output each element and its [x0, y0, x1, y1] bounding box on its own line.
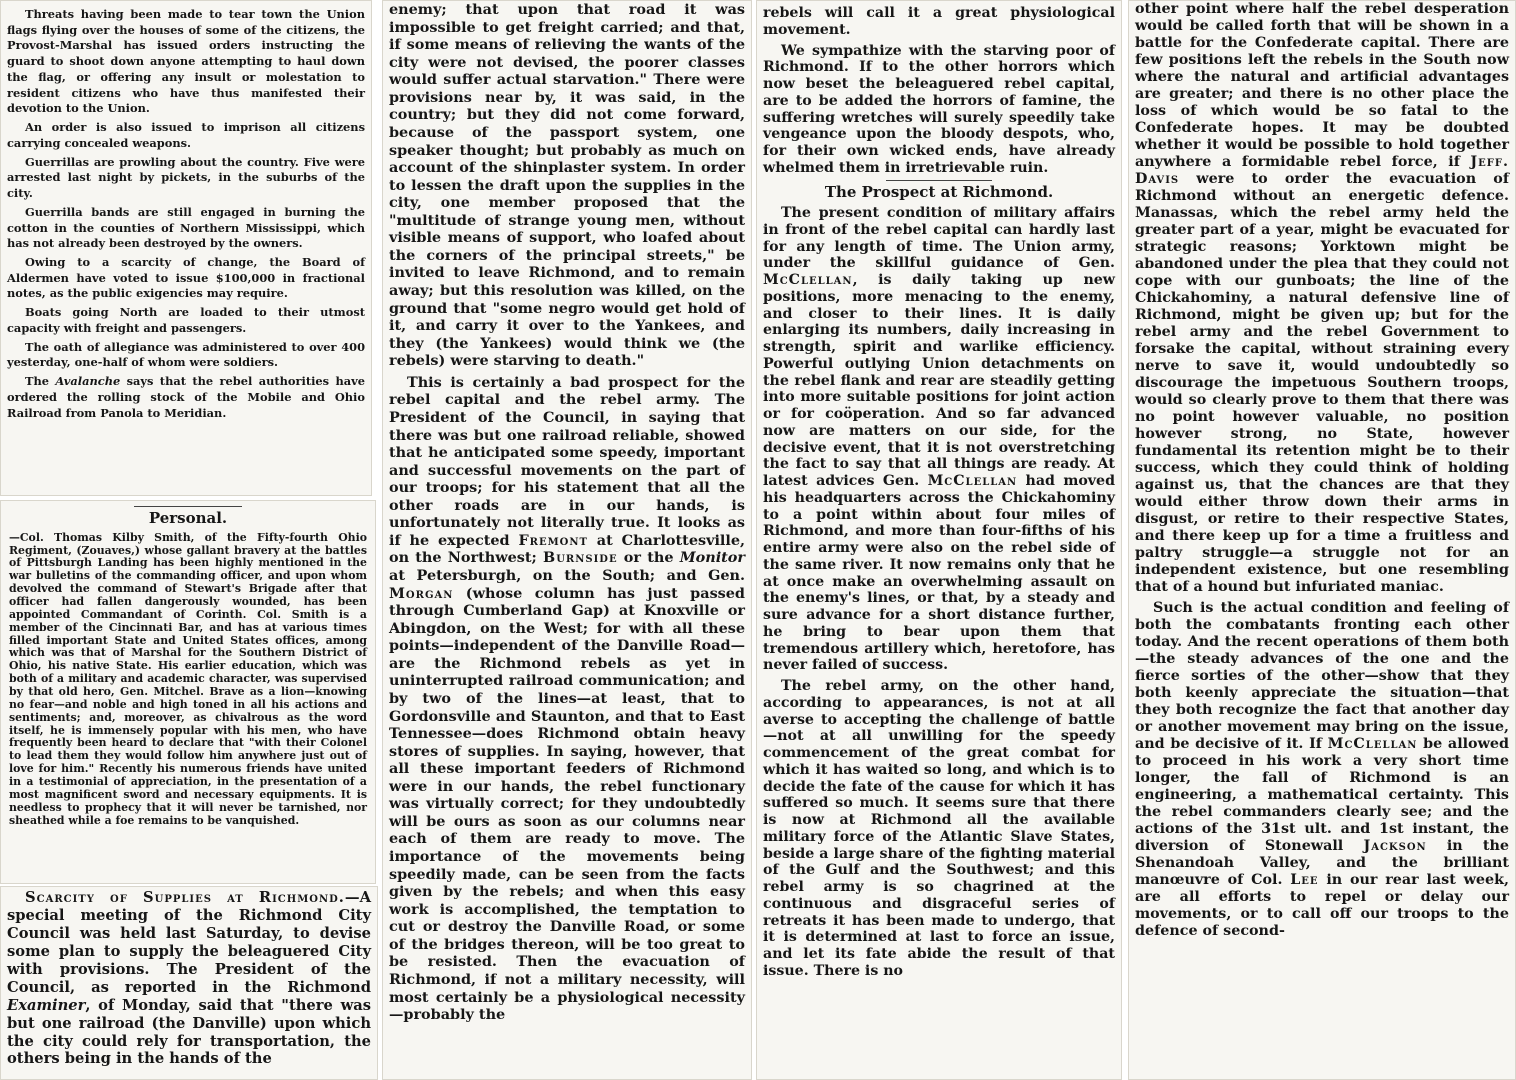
- col3-paragraph-3: [763, 205, 1115, 674]
- col4-paragraph-2: [1135, 600, 1509, 940]
- col3-paragraph-4: The rebel army, on the other hand, according to appearances, is not at all averse to accepting the challenge of battle—not at all unwilling for the speedy commencement of the great combat for which it has waited so long, and which is to decide the fate of the cause for which it has suffered so much. It seems sure that there is now at Richmond all the available military force of the Atlantic Slave States, beside a large share of the fighting material of the Gulf and the Southwest; and this rebel army is so chagrined at the continuous and disgraceful series of retreats it has been made to undergo, that it is determined at last to force an issue, and let its fate abide the result of that issue. There is no: [763, 678, 1115, 979]
- avalanche-paper-name: Avalanche: [55, 374, 121, 389]
- name-morgan: Morgan: [389, 584, 454, 602]
- text-run: were to order the evacuation of Richmond without an energetic defence. Manassas, which the rebel army held the greater part of a year, might be evacuated for strategic reasons; Yorktown might be abandoned under the plea that they could not cope with our gunboats; the line of the Chickahominy, a natural defensive line of Richmond, might be given up; but for the rebel army and the rebel Government to forsake the capital, without straining every nerve to save it, would undoubtedly so discourage the impetuous Southern troops, would so clearly prove to them that there was no point however valuable, no position however strong, no State, however fundamental its retention might be to their success, which they could think of holding against us, that the chances are that they would either throw down their arms in disgust, or retire to their respective States, and there keep up for a time a fruitless and paltry struggle—a struggle not for an independent existence, but one resembling that of a hound but infuriated maniac.: [1135, 171, 1509, 595]
- text-run: in the Shenandoah Valley, and the brilliant manœuvre of Col.: [1135, 838, 1509, 888]
- text-run: at Petersburgh, on the South; and Gen.: [389, 567, 745, 584]
- prospect-heading: The Prospect at Richmond.: [824, 182, 1054, 201]
- scarcity-paragraph: [7, 889, 371, 1068]
- news-paragraph: An order is also issued to imprison all citizens carrying concealed weapons.: [7, 120, 365, 150]
- text-run: or the: [617, 549, 680, 567]
- news-paragraph: Guerrillas are prowling about the country. Five were arrested last night by pickets, in the suburbs of the city.: [7, 154, 365, 201]
- scarcity-clipping: [0, 886, 378, 1080]
- name-jeff-davis: Jeff. Davis: [1135, 154, 1509, 187]
- col2-paragraph-1: enemy; that upon that road it was impossible to get freight carried; and that, if some means of relieving the wants of the city were not devised, the poorer classes would suffer actual starvation." There were provisions near by, it was said, in the country; but they did not come forward, because of the passport system, one speaker thought; but probably as much on account of the shinplaster system. In order to lessen the draft upon the supplies in the city, one member proposed that the "multitude of strange young men, without visible means of support, who loafed about the corners of the principal streets," be invited to leave Richmond, and to remain away; but this resolution was killed, on the ground that "some negro would get hold of it, and carry it over to the Yankees, and they (the Yankees) would think we (the rebels) were starving to death.": [389, 1, 745, 370]
- text-run: be allowed to proceed in his work a very short time longer, the fall of Richmond is an engineering, a mathematical certainty. This the rebel commanders clearly see; and the actions of the 31st ult. and 1st instant, the diversion of Stonewall: [1135, 736, 1509, 854]
- personal-heading: Personal.: [148, 509, 228, 527]
- col3-paragraph-2: We sympathize with the starving poor of Richmond. If to the other horrors which now beset the beleaguered rebel capital, are to be added the horrors of famine, the suffering wretches will surely speedily take vengeance upon the bloody despots, who, for their own wicked ends, have already whelmed them in irretrievable ruin.: [763, 42, 1115, 176]
- text-run: (whose column has just passed through Cumberland Gap) at Knoxville or Abingdon, on the West; for with all these points—independent of the Danville Road—are the Richmond rebels as yet in uninterrupted railroad communication; and by two of the lines—at least, that to Gordonsville and Staunton, and that to East Tennessee—does Richmond obtain heavy stores of supplies. In saying, however, that all these important feeders of Richmond were in our hands, the rebel functionary was virtually correct; for they undoubtedly will be ours as soon as our columns near each of them are ready to move. The importance of the movements being speedily made, can be seen from the facts given by the rebels; and when this easy work is accomplished, the temptation to cut or destroy the Danville Road, or some of the bridges thereon, will be too great to be resisted. Then the evacuation of Richmond, if not a military necessity, will most certainly be a physiological necessity—probably the: [389, 584, 745, 1024]
- name-monitor: Monitor: [679, 549, 745, 567]
- name-mcclellan: McClellan: [927, 473, 1018, 490]
- news-paragraph: Guerrilla bands are still engaged in burning the cotton in the counties of Northern Mississippi, which has not already been destroyed by the owners.: [7, 204, 365, 251]
- news-paragraph: Boats going North are loaded to their utmost capacity with freight and passengers.: [7, 305, 365, 335]
- news-paragraph: The oath of allegiance was administered to over 400 yesterday, one-half of whom were soldiers.: [7, 339, 365, 370]
- avalanche-rest: says that the rebel authorities have ordered the rolling stock of the Mobile and Ohio Railroad from Panola to Meridian.: [7, 374, 365, 420]
- name-burnside: Burnside: [543, 549, 618, 567]
- text-run: Such is the actual condition and feeling of both the combatants fronting each other today. And the recent operations of them both—the steady advances of the one and the fierce sorties of the other—show that they both keenly appreciate the situation—that they both recognize the fact that another day or another movement may bring on the issue, and be decisive of it. If: [1135, 600, 1509, 752]
- examiner-name: Examiner: [7, 996, 86, 1014]
- divider: [134, 506, 241, 507]
- text-run: The present condition of military affairs in front of the rebel capital can hardly last for any length of time. The Union army, under the skillful guidance of Gen.: [763, 205, 1115, 272]
- name-lee: Lee: [1290, 872, 1319, 888]
- news-paragraph: Threats having been made to tear town the Union flags flying over the houses of some of the citizens, the Provost-Marshal has issued orders instructing the guard to shoot down anyone attempting to haul down the flag, or offering any insult or molestation to resident citizens who have thus manifested their devotion to the Union.: [7, 7, 365, 116]
- name-mcclellan: McClellan: [763, 272, 853, 289]
- name-mcclellan: McClellan: [1327, 736, 1418, 752]
- name-jackson: Jackson: [1363, 838, 1427, 854]
- richmond-supplies-continued: [382, 0, 752, 1080]
- text-run: had moved his headquarters across the Chickahominy to a point within about four miles of Richmond, and more than four-fifths of his entire army were also on the rebel side of the same river. It now remains only that he at once make an overwhelming assault on the enemy's lines, or that, by a steady and sure advance for a short distance further, he bring to bear upon them that tremendous artillery which, heretofore, has never failed of success.: [763, 473, 1115, 674]
- scarcity-part2: , of Monday, said that "there was but one railroad (the Danville) upon which the city could rely for transportation, the others being in the hands of the: [7, 996, 371, 1068]
- personal-text: —Col. Thomas Kilby Smith, of the Fifty-fourth Ohio Regiment, (Zouaves,) whose gallant bravery at the battles of Pittsburgh Landing has been highly mentioned in the war bulletins of the commanding officer, and upon whom devolved the command of Stewart's Brigade after that officer had fallen dangerously wounded, has been appointed Commandant of Corinth. Col. Smith is a member of the Cincinnati Bar, and has at various times filled important State and United States offices, among which was that of Marshal for the Southern District of Ohio, his native State. His earlier education, which was both of a military and academic character, was supervised by that old hero, Gen. Mitchel. Brave as a lion—knowing no fear—and noble and high toned in all his actions and sentiments; and, moreover, as chivalrous as the word itself, he is immensely popular with his men, who have frequently been heard to declare that "with their Colonel to lead them they would follow him anywhere just out of love for him." Recently his numerous friends have united in a testimonial of appreciation, in the presentation of a most magnificent sword and necessary equipments. It is needless to prophecy that it will never be tarnished, nor sheathed while a foe remains to be vanquished.: [9, 530, 367, 827]
- col2-paragraph-2: [389, 374, 745, 1024]
- personal-clipping: [0, 500, 376, 884]
- prospect-continued-clipping: [1128, 0, 1516, 1080]
- text-run: , is daily taking up new positions, more menacing to the enemy, and closer to their lines. It is daily enlarging its numbers, daily increasing in strength, spirit and warlike efficiency. Powerful outlying Union detachments on the rebel flank and rear are steadily getting into more suitable positions for joint action or for coöperation. And so far advanced now are matters on our side, for the decisive event, that it is not overstretching the fact to say that all things are ready. At latest advices Gen.: [763, 272, 1115, 490]
- name-fremont: Fremont: [518, 531, 588, 549]
- prospect-at-richmond-clipping: [756, 0, 1122, 1080]
- avalanche-lead: The: [25, 374, 56, 389]
- col3-paragraph-1: rebels will call it a great physiological movement.: [763, 5, 1115, 38]
- avalanche-paragraph: [7, 374, 365, 421]
- scarcity-part1: —A special meeting of the Richmond City Council was held last Saturday, to devise some plan to supply the beleaguered City with provisions. The President of the Council, as reported in the Richmond: [7, 889, 371, 996]
- news-items-clipping: [0, 0, 372, 496]
- text-run: This is certainly a bad prospect for the rebel capital and the rebel army. The President of the Council, in saying that there was but one railroad reliable, showed that he anticipated some speedy, important and successful movements on the part of our troops; for his statement that all the other roads are in our hands, is unfortunately not literally true. It looks as if he expected: [389, 373, 745, 549]
- text-run: at Charlottesville, on the Northwest;: [389, 531, 746, 567]
- divider: [886, 180, 992, 181]
- text-run: in our rear last week, are all efforts to repel or delay our movements, or to call off our troops to the defence of second-: [1135, 872, 1509, 939]
- col4-paragraph-1: [1135, 1, 1509, 596]
- text-run: other point where half the rebel desperation would be called forth that will be shown in a battle for the Confederate capital. There are few positions left the rebels in the South now where the natural and artificial advantages are greater; and there is no other place the loss of which would be so fatal to the Confederate hopes. It may be doubted whether it would be possible to hold together anywhere a formidable rebel force, if: [1135, 1, 1509, 170]
- scarcity-heading: Scarcity of Supplies at Richmond.: [25, 889, 345, 906]
- news-paragraph: Owing to a scarcity of change, the Board of Aldermen have voted to issue $100,000 in fractional notes, as the public exigencies may require.: [7, 255, 365, 301]
